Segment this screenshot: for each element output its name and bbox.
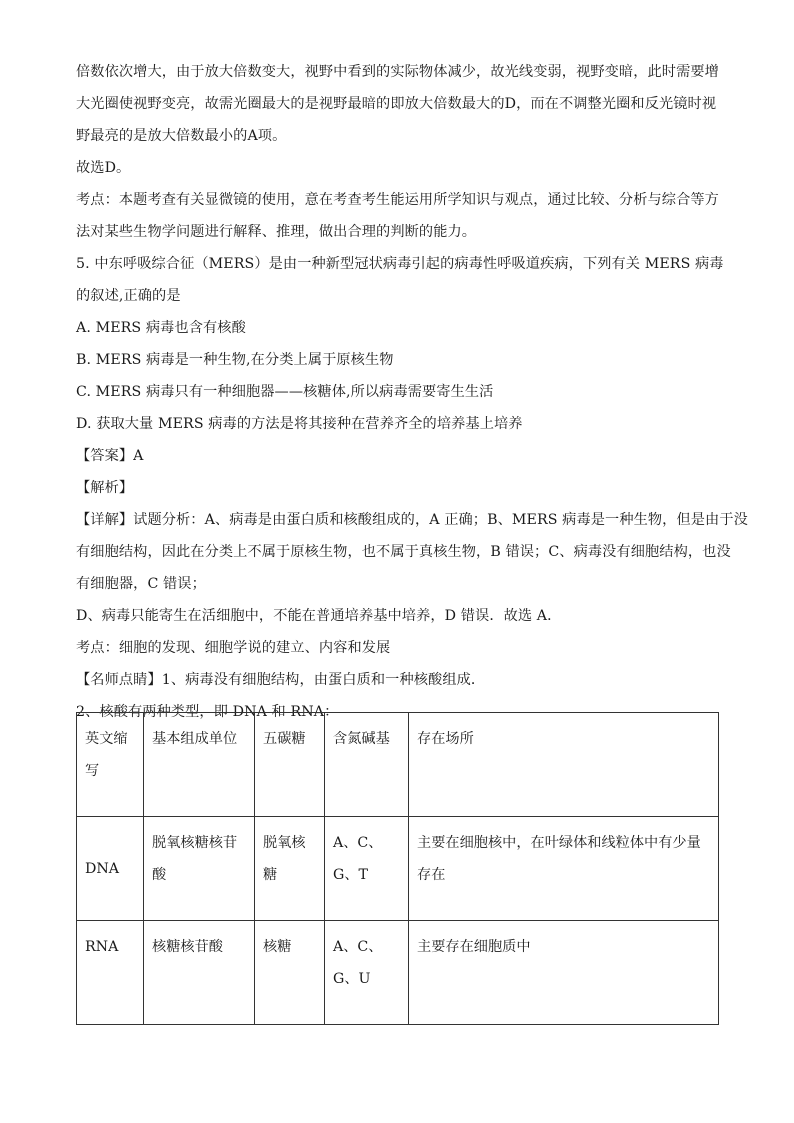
nucleic-acid-table [76, 712, 719, 1025]
text-line: 2、核酸有两种类型，即 DNA 和 RNA： [76, 704, 339, 720]
text-line: 大光圈使视野变亮，故需光圈最大的是视野最暗的即放大倍数最大的D，而在不调整光圈和反光镜时视 [76, 96, 717, 112]
text-line: 倍数依次增大，由于放大倍数变大，视野中看到的实际物体减少，故光线变弱，视野变暗，此时需要增 [76, 64, 719, 80]
table-cell: 脱氧核糖核苷酸 [144, 817, 255, 921]
table-cell: RNA [77, 921, 144, 1025]
text-line: 【详解】试题分析：A、病毒是由蛋白质和核酸组成的，A 正确；B、MERS 病毒是一种生物，但是由于没 [76, 512, 748, 528]
table-cell: DNA [77, 817, 144, 921]
text-line: 【名师点睛】1、病毒没有细胞结构，由蛋白质和一种核酸组成． [76, 672, 486, 688]
text-line: D、病毒只能寄生在活细胞中，不能在普通培养基中培养，D 错误．故选 A． [76, 608, 562, 624]
text-line: 故选D。 [76, 160, 131, 176]
text-line: 法对某些生物学问题进行解释、推理，做出合理的判断的能力。 [76, 224, 477, 240]
text-line: 有细胞结构，因此在分类上不属于原核生物，也不属于真核生物，B 错误；C、病毒没有细胞结构，也没 [76, 544, 731, 560]
analysis-heading: 【解析】 [76, 480, 134, 496]
header-cell: 五碳糖 [255, 713, 325, 817]
header-cell: 含氮碱基 [325, 713, 409, 817]
table-cell: 核糖 [255, 921, 325, 1025]
option-d: D. 获取大量 MERS 病毒的方法是将其接种在营养齐全的培养基上培养 [76, 416, 523, 432]
table-cell: A、C、G、U [325, 921, 409, 1025]
text-line: 考点：本题考查有关显微镜的使用，意在考查考生能运用所学知识与观点，通过比较、分析与综合等方 [76, 192, 719, 208]
header-cell: 基本组成单位 [144, 713, 255, 817]
table-cell: 核糖核苷酸 [144, 921, 255, 1025]
table-cell: A、C、G、T [325, 817, 409, 921]
header-cell: 存在场所 [409, 713, 719, 817]
option-c: C. MERS 病毒只有一种细胞器——核糖体,所以病毒需要寄生生活 [76, 384, 494, 400]
document-body [76, 56, 748, 728]
option-b: B. MERS 病毒是一种生物,在分类上属于原核生物 [76, 352, 394, 368]
text-line: 野最亮的是放大倍数最小的A项。 [76, 128, 287, 144]
answer: 【答案】A [76, 448, 144, 464]
table-header-row [77, 713, 719, 817]
question-stem: 5. 中东呼吸综合征（MERS）是由一种新型冠状病毒引起的病毒性呼吸道疾病，下列有关 MERS 病毒 [76, 256, 724, 272]
table-cell: 主要在细胞核中，在叶绿体和线粒体中有少量存在 [409, 817, 719, 921]
table-row [77, 921, 719, 1025]
question-stem: 的叙述,正确的是 [76, 288, 181, 304]
header-cell: 英文缩写 [77, 713, 144, 817]
text-line: 考点：细胞的发现、细胞学说的建立、内容和发展 [76, 640, 391, 656]
table-cell: 主要存在细胞质中 [409, 921, 719, 1025]
table-row [77, 817, 719, 921]
text-line: 有细胞器，C 错误； [76, 576, 206, 592]
option-a: A. MERS 病毒也含有核酸 [76, 320, 246, 336]
table-cell: 脱氧核糖 [255, 817, 325, 921]
